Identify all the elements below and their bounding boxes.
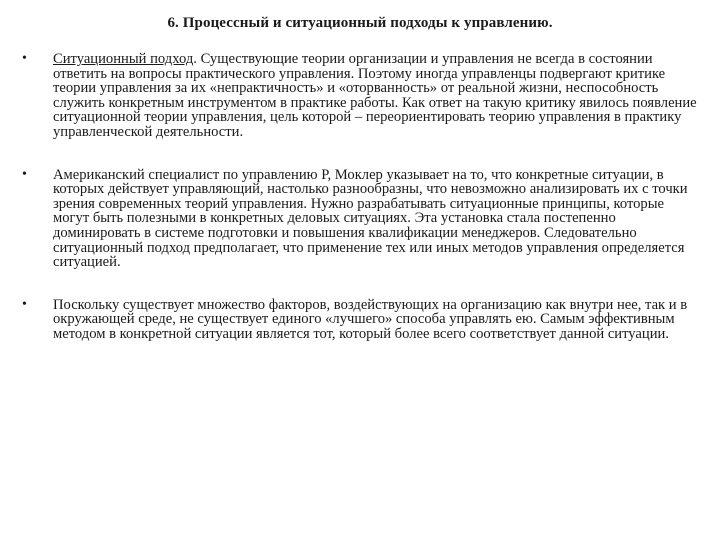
bullet-icon: • xyxy=(22,296,27,312)
slide-title: 6. Процессный и ситуационный подходы к управлению. xyxy=(167,15,553,31)
bullet-list xyxy=(22,52,702,370)
bullet-item-situational-approach xyxy=(22,52,702,140)
bullet-icon: • xyxy=(22,51,27,66)
bullet-lead-term: Ситуационный подход xyxy=(53,51,194,67)
bullet-text: . Существующие теории организации и управления не всегда в состоянии ответить на вопросы практического управления. Поэтому иногда управленцы подвергают критике теории управления за их «непрактичность» и «оторванность» от реальной жизни, неспособность служить конкретным инструментом в практике работы. Как ответ на такую критику явилось появление ситуационной теории управления, цель которой – переориентировать теорию управления в практику управленческой деятельности. xyxy=(53,51,697,140)
bullet-text: Поскольку существует множество факторов, воздействующих на организацию как внутри нее, так и в окружающей среде, не существует единого «лучшего» способа управлять ею. Самым эффективным методом в конкретной ситуации является тот, который более всего соответствует данной ситуации. xyxy=(53,296,688,342)
bullet-icon: • xyxy=(22,166,27,182)
bullet-text: Американский специалист по управлению Р, Моклер указывает на то, что конкретные ситуации, в которых действует управляющий, настолько разнообразны, что невозможно анализировать их с точки зрения современных теорий управления. Нужно разрабатывать ситуационные принципы, которые могут быть полезными в конкретных деловых ситуациях. Эта установка стала постепенно доминировать в системе подготовки и повышения квалификации менеджеров. Следовательно ситуационный подход предполагает, что применение тех или иных методов управления определяется ситуацией. xyxy=(53,166,688,271)
bullet-item-factors xyxy=(22,298,702,342)
bullet-item-mockler xyxy=(22,168,702,270)
